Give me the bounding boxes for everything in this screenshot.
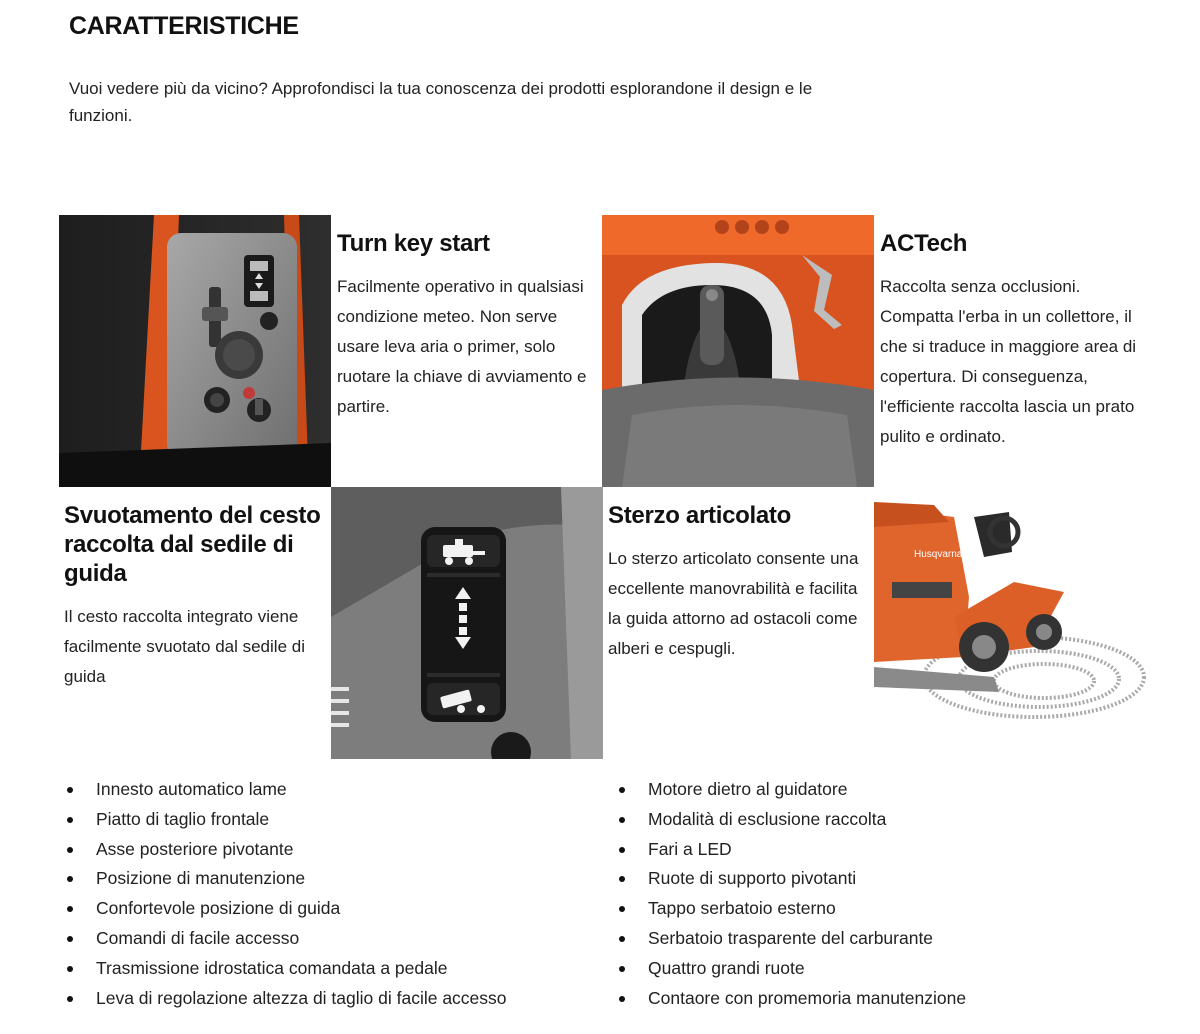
list-item: Fari a LED [611, 835, 966, 865]
features-list-right [611, 775, 966, 1013]
list-item: Modalità di esclusione raccolta [611, 805, 966, 835]
list-item: Contaore con promemoria manutenzione [611, 984, 966, 1014]
list-item: Piatto di taglio frontale [59, 805, 507, 835]
feature-turn-key-start [331, 215, 603, 487]
feature-title: Turn key start [337, 230, 490, 257]
section-intro: Vuoi vedere più da vicino? Approfondisci la tua conoscenza dei prodotti esplorandone il design e le funzioni. [69, 79, 813, 125]
list-item: Trasmissione idrostatica comandata a pedale [59, 954, 507, 984]
list-item: Tappo serbatoio esterno [611, 894, 966, 924]
feature-sterzo-articolato [602, 487, 874, 759]
actech-image [602, 215, 874, 487]
feature-title: Sterzo articolato [608, 502, 791, 529]
list-item: Serbatoio trasparente del carburante [611, 924, 966, 954]
list-item: Posizione di manutenzione [59, 864, 507, 894]
feature-svuotamento [59, 487, 331, 759]
section-title: CARATTERISTICHE [69, 12, 299, 40]
feature-title: ACTech [880, 230, 968, 257]
sterzo-mower-image [874, 487, 1146, 759]
feature-description: Facilmente operativo in qualsiasi condizione meteo. Non serve usare leva aria o primer, solo ruotare la chiave di avviamento e partire. [337, 277, 587, 416]
mower-brand-label: Husqvarna [914, 549, 963, 560]
svuotamento-switch-image [331, 487, 603, 759]
list-item: Comandi di facile accesso [59, 924, 507, 954]
feature-description: Il cesto raccolta integrato viene facilmente svuotato dal sedile di guida [64, 607, 305, 686]
feature-description: Lo sterzo articolato consente una eccellente manovrabilità e facilita la guida attorno ad ostacoli come alberi e cespugli. [608, 549, 859, 658]
list-item: Leva di regolazione altezza di taglio di facile accesso [59, 984, 507, 1014]
list-item: Confortevole posizione di guida [59, 894, 507, 924]
feature-description: Raccolta senza occlusioni. Compatta l'erba in un collettore, il che si traduce in maggiore area di copertura. Di conseguenza, l'efficiente raccolta lascia un prato pulito e ordinato. [880, 277, 1137, 446]
list-item: Innesto automatico lame [59, 775, 507, 805]
list-item: Motore dietro al guidatore [611, 775, 966, 805]
feature-title: Svuotamento del cesto raccolta dal sedile di guida [64, 502, 321, 587]
features-list-left [59, 775, 507, 1013]
list-item: Asse posteriore pivotante [59, 835, 507, 865]
turn-key-start-image [59, 215, 331, 487]
list-item: Quattro grandi ruote [611, 954, 966, 984]
feature-actech [874, 215, 1146, 487]
features-grid [59, 215, 1147, 759]
list-item: Ruote di supporto pivotanti [611, 864, 966, 894]
